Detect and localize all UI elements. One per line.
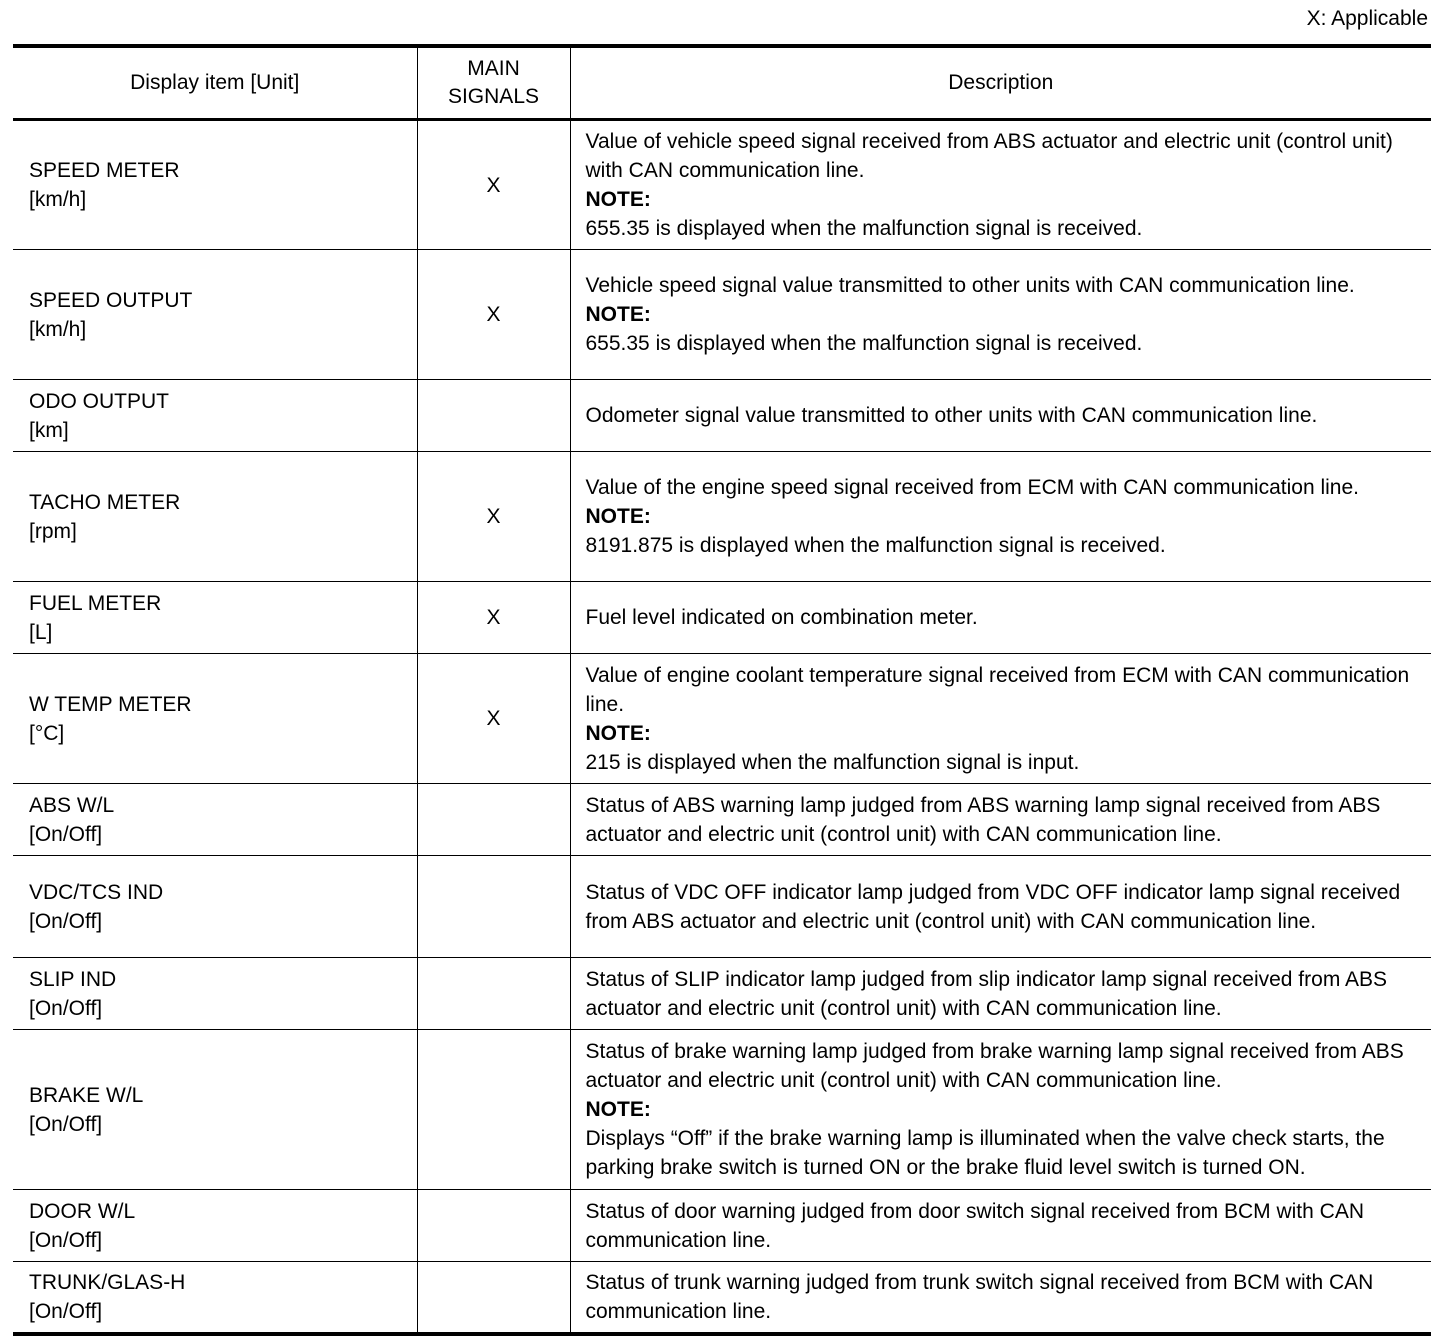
description-text: Fuel level indicated on combination meter. bbox=[585, 606, 978, 629]
description-text: Status of brake warning lamp judged from brake warning lamp signal received from ABS actuator and electric unit (control unit) with CAN communication line. bbox=[585, 1040, 1404, 1092]
display-item-name: FUEL METER bbox=[29, 591, 162, 615]
display-item-cell bbox=[13, 1190, 417, 1262]
note-label: NOTE: bbox=[585, 303, 651, 326]
display-item-cell bbox=[13, 1262, 417, 1334]
description-text: Value of engine coolant temperature signal received from ECM with CAN communication line. bbox=[585, 663, 1410, 716]
display-item-unit: [On/Off] bbox=[29, 1228, 103, 1252]
description-text: Vehicle speed signal value transmitted to other units with CAN communication line. bbox=[585, 274, 1355, 297]
display-item-cell bbox=[13, 856, 417, 958]
description-text: Value of vehicle speed signal received from ABS actuator and electric unit (control unit) with CAN communication line. bbox=[585, 130, 1393, 182]
main-signal-cell bbox=[417, 1262, 570, 1334]
description-cell bbox=[570, 120, 1431, 250]
display-item-cell bbox=[13, 582, 417, 654]
main-signal-mark: X bbox=[486, 707, 501, 730]
table-row bbox=[13, 250, 1431, 380]
description-text: Value of the engine speed signal received from ECM with CAN communication line. bbox=[585, 476, 1359, 499]
description-cell bbox=[570, 250, 1431, 380]
description-text: Odometer signal value transmitted to other units with CAN communication line. bbox=[585, 404, 1318, 427]
main-signal-mark: X bbox=[486, 303, 501, 326]
description-cell bbox=[570, 958, 1431, 1030]
display-item-name: SPEED OUTPUT bbox=[29, 288, 193, 312]
header-main-signals-line1: MAIN bbox=[467, 57, 520, 80]
main-signal-cell bbox=[417, 958, 570, 1030]
note-label: NOTE: bbox=[585, 1098, 651, 1121]
header-main-signals-line2: SIGNALS bbox=[447, 85, 540, 108]
description-cell bbox=[570, 582, 1431, 654]
display-item-name: ODO OUTPUT bbox=[29, 389, 169, 413]
main-signal-cell bbox=[417, 582, 570, 654]
header-main-signals bbox=[417, 46, 570, 120]
display-item-cell bbox=[13, 654, 417, 784]
display-item-cell bbox=[13, 380, 417, 452]
display-item-cell bbox=[13, 784, 417, 856]
display-item-unit: [km] bbox=[29, 418, 69, 442]
main-signal-cell bbox=[417, 120, 570, 250]
main-signal-mark: X bbox=[486, 505, 501, 528]
note-label: NOTE: bbox=[585, 505, 651, 528]
table-row bbox=[13, 958, 1431, 1030]
table-row bbox=[13, 120, 1431, 250]
display-item-cell bbox=[13, 250, 417, 380]
description-text: Status of VDC OFF indicator lamp judged from VDC OFF indicator lamp signal received from ABS actuator and electric unit (control unit) with CAN communication line. bbox=[585, 880, 1401, 933]
display-item-name: TACHO METER bbox=[29, 490, 181, 514]
display-item-name: W TEMP METER bbox=[29, 692, 192, 716]
table-header-row bbox=[13, 46, 1431, 120]
table-row bbox=[13, 784, 1431, 856]
table-row bbox=[13, 452, 1431, 582]
description-text: Status of SLIP indicator lamp judged from slip indicator lamp signal received from ABS actuator and electric unit (control unit) with CAN communication line. bbox=[585, 967, 1388, 1020]
note-label: NOTE: bbox=[585, 721, 651, 745]
display-item-name: ABS W/L bbox=[29, 793, 115, 817]
description-text: Status of door warning judged from door switch signal received from BCM with CAN communication line. bbox=[585, 1199, 1364, 1252]
table-row bbox=[13, 582, 1431, 654]
description-cell bbox=[570, 654, 1431, 784]
note-text: 655.35 is displayed when the malfunction signal is received. bbox=[585, 217, 1143, 240]
table-row bbox=[13, 654, 1431, 784]
display-item-unit: [On/Off] bbox=[29, 996, 103, 1020]
description-cell bbox=[570, 856, 1431, 958]
note-text: Displays “Off” if the brake warning lamp is illuminated when the valve check starts, the parking brake switch is turned ON or the brake fluid level switch is turned ON. bbox=[585, 1127, 1385, 1179]
display-item-unit: [On/Off] bbox=[29, 822, 103, 846]
display-item-cell bbox=[13, 120, 417, 250]
display-item-unit: [L] bbox=[29, 620, 53, 644]
note-text: 215 is displayed when the malfunction signal is input. bbox=[585, 750, 1080, 774]
display-item-unit: [On/Off] bbox=[29, 1299, 103, 1323]
display-item-unit: [km/h] bbox=[29, 317, 87, 341]
display-item-name: TRUNK/GLAS-H bbox=[29, 1270, 186, 1294]
description-cell bbox=[570, 784, 1431, 856]
display-item-unit: [On/Off] bbox=[29, 909, 103, 933]
description-text: Status of trunk warning judged from trunk switch signal received from BCM with CAN communication line. bbox=[585, 1270, 1374, 1323]
header-display-item: Display item [Unit] bbox=[13, 46, 417, 120]
description-text: Status of ABS warning lamp judged from ABS warning lamp signal received from ABS actuator and electric unit (control unit) with CAN communication line. bbox=[585, 793, 1381, 846]
description-cell bbox=[570, 380, 1431, 452]
display-item-name: DOOR W/L bbox=[29, 1199, 136, 1223]
main-signal-cell bbox=[417, 1030, 570, 1190]
main-signal-cell bbox=[417, 784, 570, 856]
main-signal-mark: X bbox=[486, 606, 501, 629]
display-item-cell bbox=[13, 452, 417, 582]
display-item-name: BRAKE W/L bbox=[29, 1083, 144, 1107]
main-signal-cell bbox=[417, 250, 570, 380]
display-item-cell bbox=[13, 1030, 417, 1190]
note-text: 8191.875 is displayed when the malfunction signal is received. bbox=[585, 534, 1166, 557]
header-description: Description bbox=[570, 46, 1431, 120]
description-cell bbox=[570, 1190, 1431, 1262]
display-item-cell bbox=[13, 958, 417, 1030]
display-item-unit: [km/h] bbox=[29, 188, 87, 211]
applicable-legend: X: Applicable bbox=[1306, 7, 1428, 30]
main-signal-cell bbox=[417, 1190, 570, 1262]
description-cell bbox=[570, 452, 1431, 582]
main-signal-cell bbox=[417, 452, 570, 582]
table-row bbox=[13, 1030, 1431, 1190]
display-item-name: VDC/TCS IND bbox=[29, 880, 164, 904]
table-row bbox=[13, 380, 1431, 452]
main-signal-cell bbox=[417, 380, 570, 452]
note-text: 655.35 is displayed when the malfunction signal is received. bbox=[585, 332, 1143, 355]
description-cell bbox=[570, 1030, 1431, 1190]
table-row bbox=[13, 1262, 1431, 1334]
description-cell bbox=[570, 1262, 1431, 1334]
display-item-name: SLIP IND bbox=[29, 967, 117, 991]
display-item-unit: [rpm] bbox=[29, 519, 77, 543]
table-row bbox=[13, 856, 1431, 958]
display-item-unit: [On/Off] bbox=[29, 1112, 103, 1136]
main-signal-mark: X bbox=[486, 173, 501, 197]
display-item-unit: [°C] bbox=[29, 721, 65, 745]
data-monitor-table bbox=[13, 44, 1431, 1336]
main-signal-cell bbox=[417, 856, 570, 958]
display-item-name: SPEED METER bbox=[29, 159, 180, 182]
main-signal-cell bbox=[417, 654, 570, 784]
table-row bbox=[13, 1190, 1431, 1262]
note-label: NOTE: bbox=[585, 188, 651, 211]
